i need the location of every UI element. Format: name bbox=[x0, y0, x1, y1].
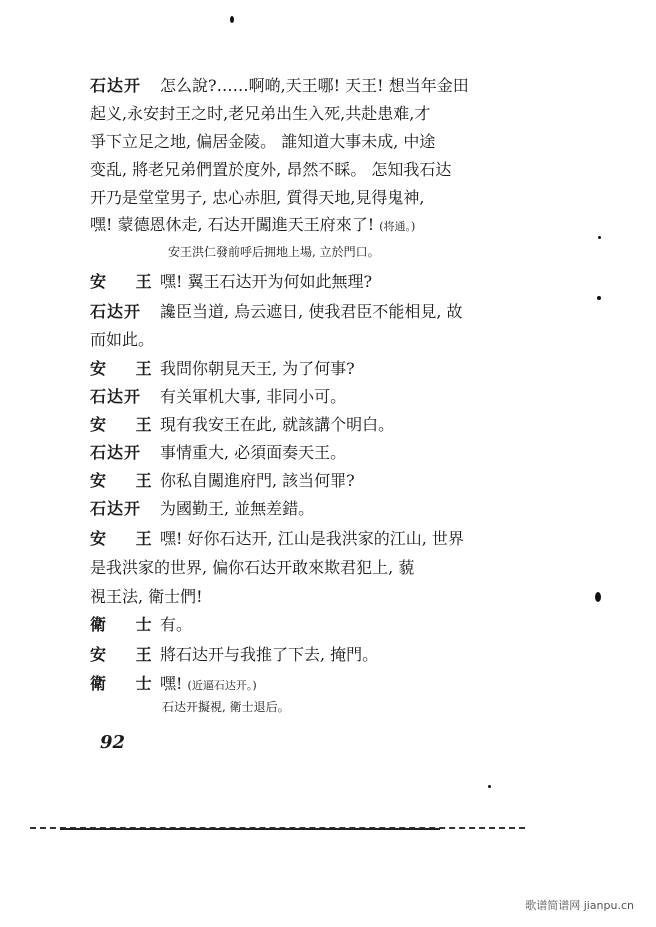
dialogue-line bbox=[90, 558, 414, 578]
dialogue-line bbox=[90, 160, 451, 180]
speaker-name: 安 王 bbox=[90, 359, 164, 378]
dialogue-text: 事情重大, 必須面奏天王。 bbox=[160, 443, 347, 462]
speaker-name: 安 王 bbox=[90, 272, 164, 291]
dialogue-line bbox=[90, 471, 355, 491]
dialogue-text: 变乱, 將老兄弟們置於度外, 昂然不睬。 怎知我石达 bbox=[90, 160, 452, 179]
speaker-name: 石达开 bbox=[90, 76, 142, 95]
dialogue-text: 起义,永安封王之时,老兄弟出生入死,共赴患难,才 bbox=[90, 104, 431, 123]
dialogue-line bbox=[90, 615, 192, 635]
speaker-name: 衛 士 bbox=[90, 674, 164, 693]
stage-note: (近逼石达开。) bbox=[187, 679, 257, 692]
dialogue-text: 有。 bbox=[160, 615, 193, 634]
dialogue-line bbox=[90, 499, 314, 519]
speaker-name: 石达开 bbox=[90, 499, 142, 518]
dialogue-line bbox=[90, 443, 346, 463]
dialogue-line bbox=[90, 645, 378, 665]
dialogue-text: 我問你朝見天王, 为了何事? bbox=[160, 359, 355, 378]
stage-direction: 石达开擬視, 衛士退后。 bbox=[162, 700, 290, 714]
speaker-name: 石达开 bbox=[90, 443, 142, 462]
dialogue-text: 开乃是堂堂男子, 忠心赤胆, 質得天地,見得鬼神, bbox=[90, 188, 425, 207]
dialogue-text: 嘿! bbox=[160, 674, 183, 693]
scan-speck bbox=[597, 296, 601, 300]
stage-note: (将通。) bbox=[379, 220, 416, 233]
speaker-name: 衛 士 bbox=[90, 615, 164, 634]
scan-speck bbox=[230, 16, 234, 23]
dialogue-line bbox=[90, 215, 415, 237]
bottom-rule-solid bbox=[60, 828, 440, 830]
dialogue-text: 嘿! 翼王石达开为何如此無理? bbox=[160, 272, 373, 291]
dialogue-text: 是我洪家的世界, 偏你石达开敢來欺君犯上, 藐 bbox=[90, 558, 415, 577]
watermark: 歌谱简谱网 jianpu.cn bbox=[525, 899, 634, 912]
speaker-name: 安 王 bbox=[90, 471, 164, 490]
dialogue-line bbox=[90, 132, 435, 152]
dialogue-text: 而如此。 bbox=[90, 330, 155, 349]
dialogue-line bbox=[90, 302, 463, 322]
scan-speck bbox=[488, 785, 491, 788]
dialogue-text: 爭下立足之地, 偏居金陵。 誰知道大事未成, 中途 bbox=[90, 132, 436, 151]
dialogue-text: 为國勤王, 並無差錯。 bbox=[160, 499, 315, 518]
scan-speck bbox=[595, 592, 601, 602]
dialogue-text: 視王法, 衛士們! bbox=[90, 587, 203, 606]
page-number: 92 bbox=[100, 732, 126, 753]
dialogue-text: 現有我安王在此, 就該講个明白。 bbox=[160, 415, 395, 434]
dialogue-text: 嘿! 蒙德恩休走, 石达开闖進天王府來了! bbox=[90, 215, 375, 234]
dialogue-line bbox=[90, 587, 203, 607]
dialogue-line bbox=[90, 529, 464, 549]
dialogue-line bbox=[90, 272, 372, 292]
dialogue-text: 有关軍机大事, 非同小可。 bbox=[160, 387, 347, 406]
scan-speck bbox=[598, 236, 601, 239]
dialogue-line bbox=[90, 330, 154, 350]
speaker-name: 安 王 bbox=[90, 415, 164, 434]
dialogue-text: 將石达开与我推了下去, 掩門。 bbox=[160, 645, 379, 664]
dialogue-text: 嘿! 好你石达开, 江山是我洪家的江山, 世界 bbox=[160, 529, 464, 548]
dialogue-line bbox=[90, 76, 469, 96]
dialogue-line bbox=[90, 188, 425, 208]
dialogue-line bbox=[90, 104, 430, 124]
speaker-name: 安 王 bbox=[90, 645, 164, 664]
stage-direction: 安王洪仁發前呼后拥地上場, 立於門口。 bbox=[168, 245, 380, 259]
dialogue-text: 怎么說?……啊啲,天王哪! 天王! 想当年金田 bbox=[160, 76, 469, 95]
dialogue-line bbox=[90, 674, 257, 696]
dialogue-line bbox=[90, 387, 346, 407]
dialogue-text: 你私自闖進府門, 該当何罪? bbox=[160, 471, 355, 490]
speaker-name: 石达开 bbox=[90, 302, 142, 321]
speaker-name: 石达开 bbox=[90, 387, 142, 406]
dialogue-text: 讒臣当道, 烏云遮日, 使我君臣不能相見, 故 bbox=[160, 302, 463, 321]
speaker-name: 安 王 bbox=[90, 529, 164, 548]
dialogue-line bbox=[90, 415, 394, 435]
dialogue-line bbox=[90, 359, 355, 379]
